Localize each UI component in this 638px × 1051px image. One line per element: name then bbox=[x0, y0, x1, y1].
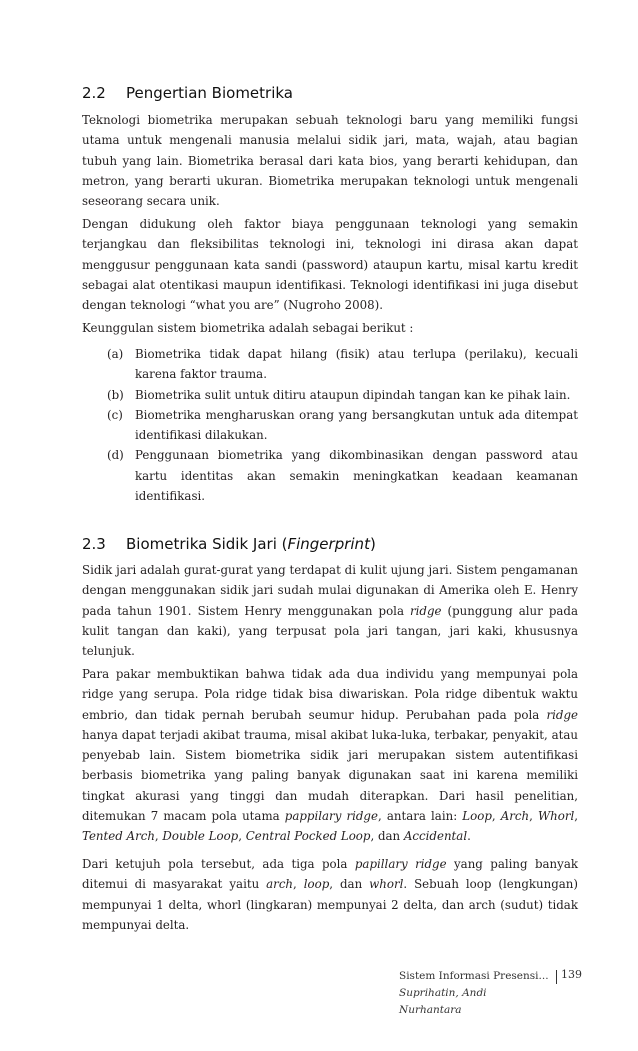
footer-book-title: Sistem Informasi Presensi... bbox=[399, 970, 549, 982]
paragraph-advantages-intro: Keunggulan sistem biometrika adalah sebagai berikut : bbox=[82, 321, 414, 335]
list-marker: (a) bbox=[107, 347, 124, 361]
paragraph-fingerprint-definition: Sidik jari adalah gurat-gurat yang terdapat di kulit ujung jari. Sistem pengamanan dengan menggunakan sidik jari sudah mulai digunakan di Amerika oleh E. Henry pada tahun 1901. Sistem Henry menggunakan pola ridge (punggung alur pada kulit tangan dan kaki), yang terpusat pola jari tangan, jari kaki, khususnya telunjuk. bbox=[82, 563, 578, 659]
list-item-text: Biometrika sulit untuk ditiru ataupun dipindah tangan kan ke pihak lain. bbox=[135, 387, 571, 402]
section-heading-2-3 bbox=[82, 535, 592, 553]
section-number: 2.3 bbox=[82, 535, 106, 553]
list-item-text: Biometrika mengharuskan orang yang bersangkutan untuk ada ditempat identifikasi dilakukan. bbox=[135, 407, 578, 443]
list-marker: (b) bbox=[107, 387, 124, 402]
paragraph-biometrika-cost: Dengan didukung oleh faktor biaya penggunaan teknologi yang semakin terjangkau dan fleksibilitas teknologi ini, teknologi ini dirasa akan dapat menggusur penggunaan kata sandi (password) ataupun kartu, misal kartu kredit sebagai alat otentikasi maupun identifikasi. Teknologi identifikasi ini juga disebut dengan teknologi “what you are” (Nugroho 2008). bbox=[82, 217, 578, 313]
section-number: 2.2 bbox=[82, 84, 106, 102]
list-item-text: Penggunaan biometrika yang dikombinasikan dengan password atau kartu identitas akan semakin meningkatkan keadaan keamanan identifikasi. bbox=[135, 448, 578, 504]
page-number: 139 bbox=[561, 968, 582, 981]
section-heading-2-2 bbox=[82, 84, 592, 102]
list-item-text: Biometrika tidak dapat hilang (fisik) atau terlupa (perilaku), kecuali karena faktor trauma. bbox=[135, 347, 578, 382]
list-item bbox=[107, 445, 578, 506]
advantages-list bbox=[107, 344, 578, 506]
section-title: Biometrika Sidik Jari ( bbox=[126, 535, 288, 553]
section-title-italic: Fingerprint bbox=[287, 535, 370, 553]
paragraph-biometrika-definition: Teknologi biometrika merupakan sebuah teknologi baru yang memiliki fungsi utama untuk mengenali manusia melalui sidik jari, mata, wajah, atau bagian tubuh yang lain. Biometrika berasal dari kata bios, yang berarti kehidupan, dan metron, yang berarti ukuran. Biometrika merupakan teknologi untuk mengenali seseorang secara unik. bbox=[82, 113, 578, 209]
section-title: Pengertian Biometrika bbox=[126, 84, 293, 102]
list-marker: (c) bbox=[107, 407, 123, 422]
list-item bbox=[107, 344, 578, 385]
list-marker: (d) bbox=[107, 448, 124, 463]
footer-authors: Suprihatin, Andi Nurhantara bbox=[399, 987, 487, 1016]
paragraph-ridge-patterns: Para pakar membuktikan bahwa tidak ada dua individu yang mempunyai pola ridge yang serupa. Pola ridge tidak bisa diwariskan. Pola ridge dibentuk waktu embrio, dan tidak pernah berubah seumur hidup. Perubahan pada pola ridge hanya dapat terjadi akibat trauma, misal akibat luka-luka, terbakar, penyakit, atau penyebab lain. Sistem biometrika sidik jari merupakan sistem autentifikasi berbasis biometrika yang paling banyak digunakan saat ini karena memiliki tingkat akurasi yang tinggi dan mudah diterapkan. Dari hasil penelitian, ditemukan 7 macam pola utama pappilary ridge, antara lain: Loop, Arch, Whorl, Tented Arch, Double Loop, Central Pocked Loop, dan Accidental. bbox=[82, 667, 579, 844]
list-item bbox=[107, 385, 578, 405]
paragraph-common-patterns: Dari ketujuh pola tersebut, ada tiga pola papillary ridge yang paling banyak ditemui di masyarakat yaitu arch, loop, dan whorl. Sebuah loop (lengkungan) mempunyai 1 delta, whorl (lingkaran) mempunyai 2 delta, dan arch (sudut) tidak mempunyai delta. bbox=[82, 857, 578, 932]
footer-divider bbox=[556, 970, 557, 984]
section-title-end: ) bbox=[369, 535, 376, 553]
running-footer bbox=[399, 968, 549, 1019]
list-item bbox=[107, 405, 578, 446]
